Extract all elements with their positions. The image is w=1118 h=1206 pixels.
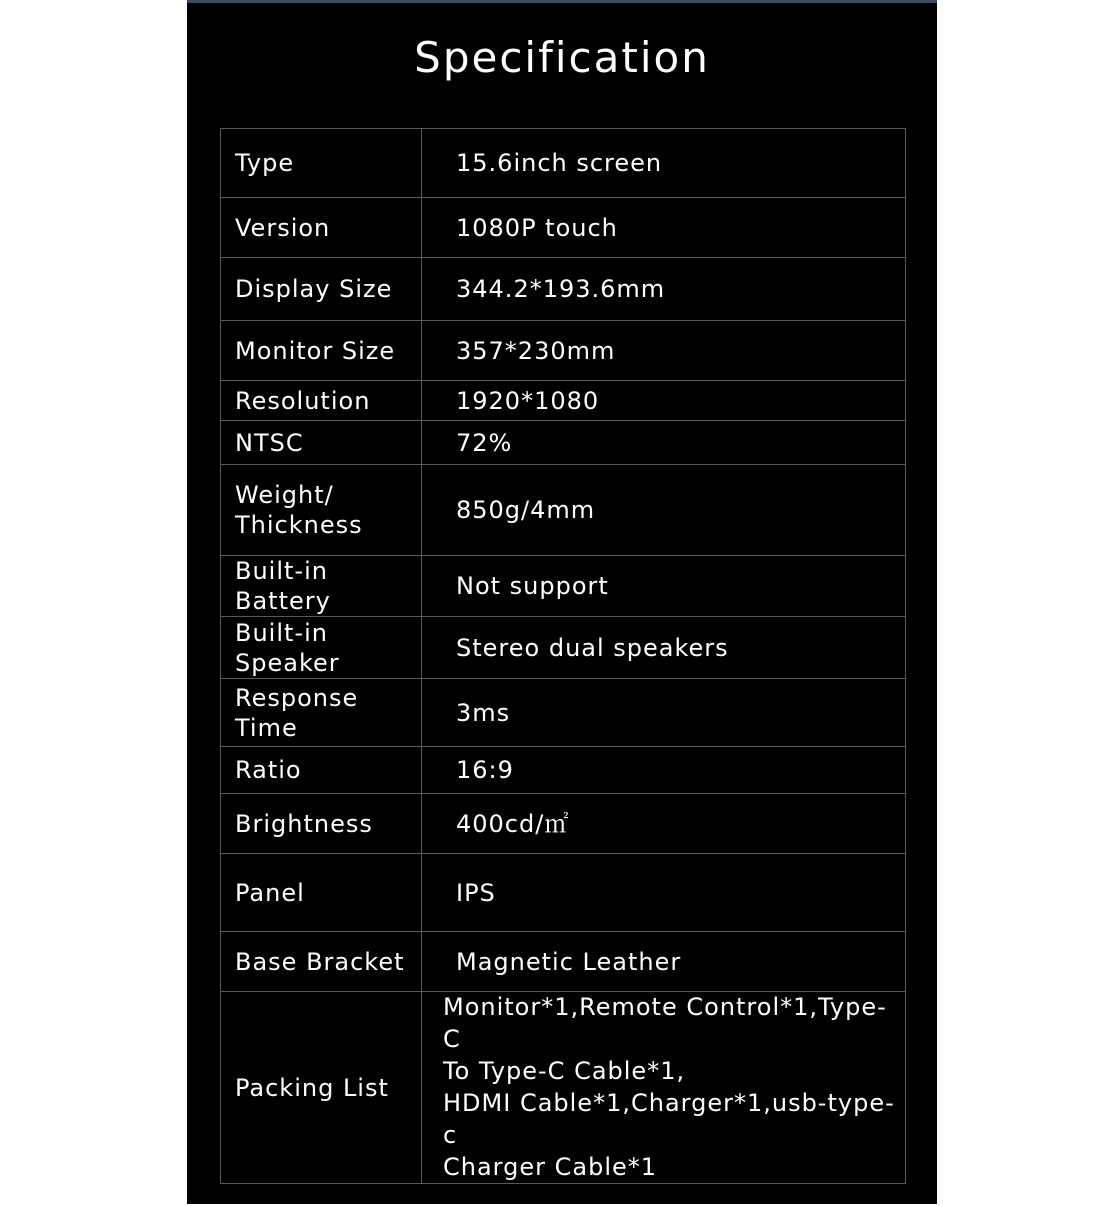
- row-label: Type: [221, 129, 422, 198]
- row-value: 344.2*193.6mm: [422, 258, 906, 321]
- row-value: 850g/4mm: [422, 465, 906, 556]
- row-value: 1920*1080: [422, 381, 906, 421]
- table-row: [221, 321, 906, 381]
- table-row: [221, 381, 906, 421]
- row-value: 16:9: [422, 747, 906, 794]
- page-title: Specification: [414, 33, 710, 82]
- row-label: Brightness: [221, 794, 422, 854]
- row-label: Panel: [221, 854, 422, 932]
- table-row: [221, 932, 906, 992]
- table-row: [221, 198, 906, 258]
- row-label: Ratio: [221, 747, 422, 794]
- table-row: [221, 794, 906, 854]
- table-row: [221, 258, 906, 321]
- table-row: [221, 854, 906, 932]
- spec-table: [220, 128, 906, 1184]
- row-value: 400cd/㎡: [422, 794, 906, 854]
- row-value: Not support: [422, 556, 906, 617]
- row-label: Resolution: [221, 381, 422, 421]
- table-row: [221, 129, 906, 198]
- row-value: 357*230mm: [422, 321, 906, 381]
- row-value: IPS: [422, 854, 906, 932]
- row-label: Built-in Battery: [221, 556, 422, 617]
- table-row: [221, 992, 906, 1184]
- row-value: Stereo dual speakers: [422, 617, 906, 679]
- row-label: Monitor Size: [221, 321, 422, 381]
- row-label: Base Bracket: [221, 932, 422, 992]
- row-label: NTSC: [221, 421, 422, 465]
- row-value: Magnetic Leather: [422, 932, 906, 992]
- table-row: [221, 747, 906, 794]
- row-value: 15.6inch screen: [422, 129, 906, 198]
- table-row: [221, 617, 906, 679]
- row-label: Display Size: [221, 258, 422, 321]
- row-label: Built-in Speaker: [221, 617, 422, 679]
- row-value: 3ms: [422, 679, 906, 747]
- row-value: 1080P touch: [422, 198, 906, 258]
- table-row: [221, 465, 906, 556]
- row-value: 72%: [422, 421, 906, 465]
- row-value: Monitor*1,Remote Control*1,Type-C To Type-C Cable*1, HDMI Cable*1,Charger*1,usb-type-c Charger Cable*1: [422, 992, 906, 1184]
- row-label: Packing List: [221, 992, 422, 1184]
- row-label: Version: [221, 198, 422, 258]
- table-row: [221, 556, 906, 617]
- spec-panel: [187, 0, 937, 1204]
- row-label: Weight/ Thickness: [221, 465, 422, 556]
- table-row: [221, 679, 906, 747]
- table-row: [221, 421, 906, 465]
- row-label: Response Time: [221, 679, 422, 747]
